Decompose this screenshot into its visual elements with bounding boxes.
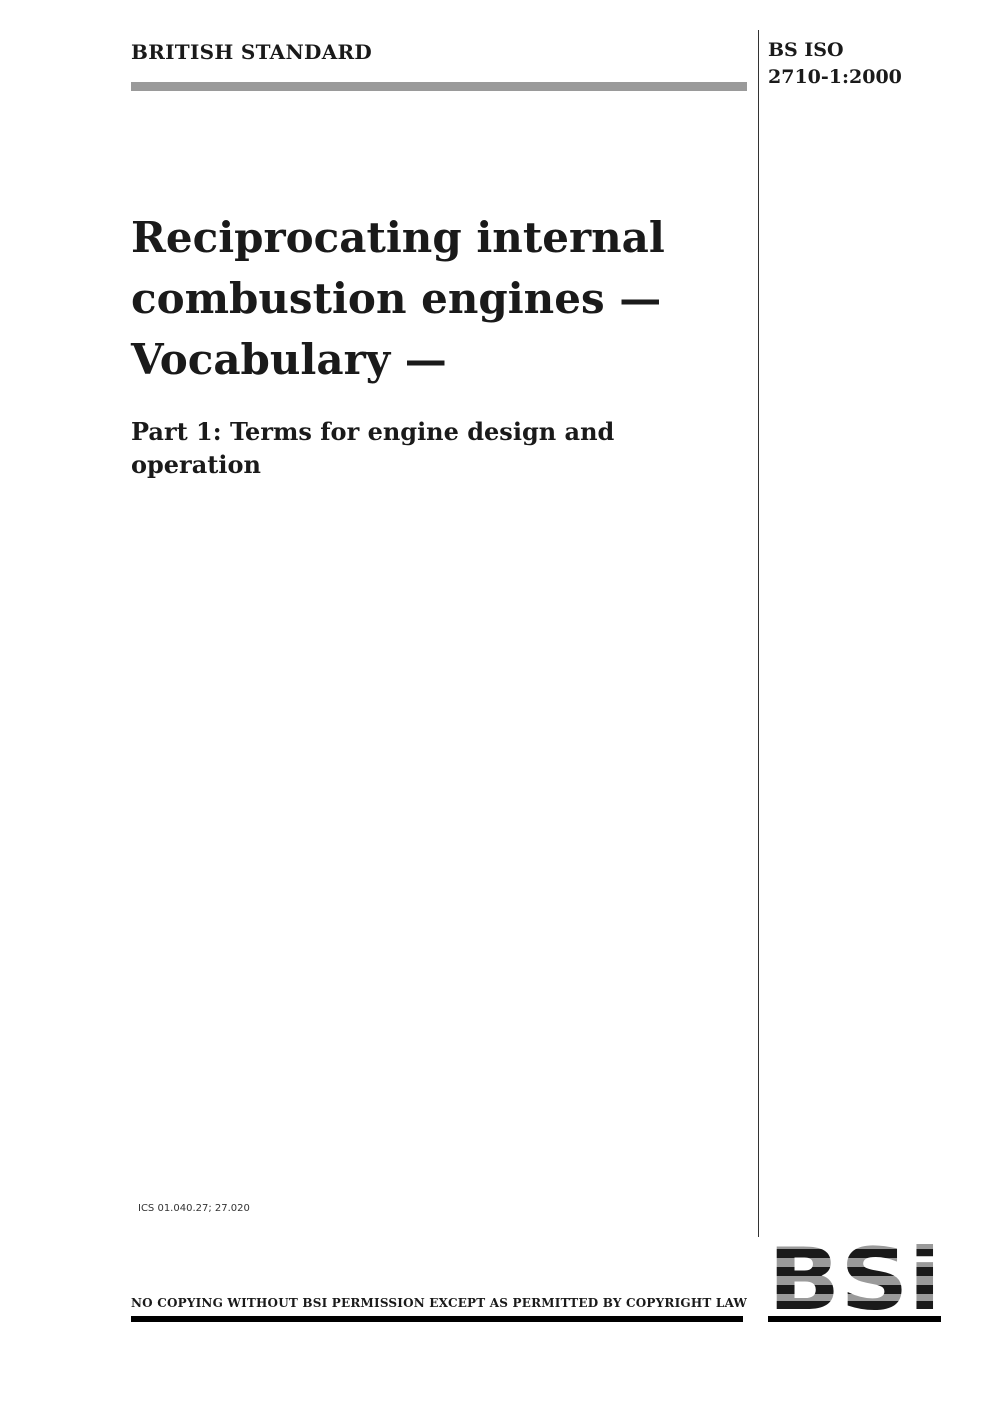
standard-number (768, 37, 902, 91)
subtitle-line-1: Part 1: Terms for engine design and (131, 417, 615, 446)
subtitle-line-2: operation (131, 450, 261, 479)
standard-number-line-1: BS ISO (768, 39, 844, 61)
document-title (131, 207, 731, 390)
document-type-label: BRITISH STANDARD (131, 40, 373, 64)
header-rule (131, 82, 747, 91)
title-line-1: Reciprocating internal (131, 213, 665, 262)
document-subtitle (131, 415, 731, 481)
ics-code: ICS 01.040.27; 27.020 (138, 1203, 250, 1214)
title-line-2: combustion engines — (131, 274, 662, 323)
standard-number-line-2: 2710-1:2000 (768, 66, 902, 88)
vertical-divider (758, 30, 759, 1237)
copyright-notice: NO COPYING WITHOUT BSI PERMISSION EXCEPT AS PERMITTED BY COPYRIGHT LAW (131, 1296, 748, 1310)
title-line-3: Vocabulary — (131, 335, 447, 384)
footer-rule (131, 1316, 743, 1322)
bsi-logo (768, 1243, 941, 1311)
logo-rule (768, 1316, 941, 1322)
